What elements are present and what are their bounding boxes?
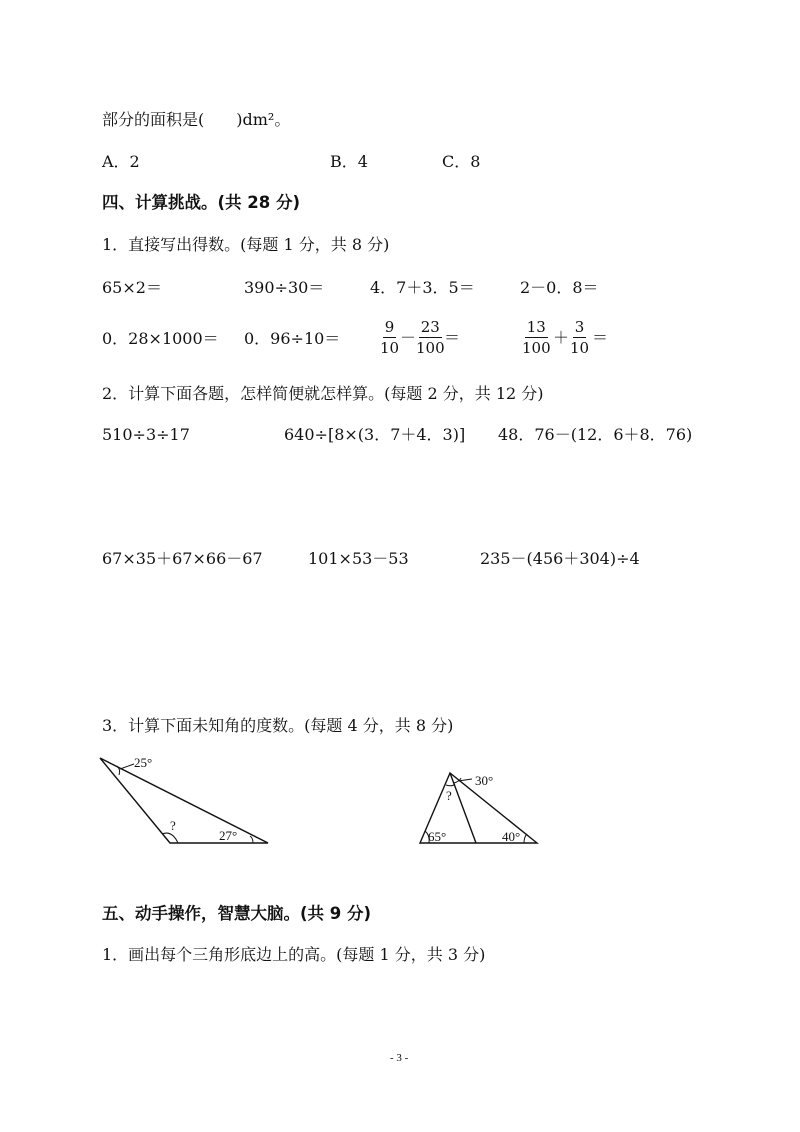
- q2-item-1: 510÷3÷17: [102, 425, 190, 444]
- q2-title: 2．计算下面各题，怎样简便就怎样算。(每题 2 分，共 12 分): [102, 384, 544, 403]
- q3-title: 3．计算下面未知角的度数。(每题 4 分，共 8 分): [102, 716, 454, 735]
- frac2-a-numerator: 13: [526, 318, 546, 336]
- q2-item-6: 235－(456＋304)÷4: [480, 549, 640, 568]
- frac1-a-numerator: 9: [384, 318, 395, 336]
- triangle-1-right-angle: 27°: [219, 828, 238, 843]
- q1-item-4: 2－0．8＝: [520, 278, 599, 297]
- q1-item-6: 0．96÷10＝: [244, 329, 341, 348]
- prev-question-text: 部分的面积是( )dm²。: [102, 110, 291, 129]
- option-b: B．4: [330, 152, 368, 171]
- option-a: A．2: [102, 152, 140, 171]
- section4-title: 四、计算挑战。(共 28 分): [102, 193, 301, 212]
- triangle-1-unknown-arc: [162, 833, 178, 843]
- triangle-2-right-angle: 40°: [502, 829, 521, 844]
- q1-item-1: 65×2＝: [102, 278, 162, 297]
- q1-title: 1．直接写出得数。(每题 1 分，共 8 分): [102, 235, 390, 254]
- frac1-equals: ＝: [444, 328, 461, 347]
- q2-item-2: 640÷[8×(3．7＋4．3)]: [284, 425, 466, 444]
- triangle-1-top-angle: 25°: [134, 755, 153, 770]
- s5-q1-title: 1．画出每个三角形底边上的高。(每题 1 分，共 3 分): [102, 945, 486, 964]
- q2-item-3: 48．76－(12．6＋8．76): [498, 425, 693, 444]
- triangle-2-unknown: ?: [446, 788, 452, 803]
- q1-item-3: 4．7＋3．5＝: [370, 278, 475, 297]
- triangle-2-left-angle: 65°: [428, 829, 447, 844]
- frac2-a-denominator: 100: [522, 339, 551, 357]
- triangle-1-right-arc: [250, 836, 253, 843]
- frac2-a: [520, 318, 553, 357]
- frac1-b-denominator: 100: [416, 339, 445, 357]
- option-c: C．8: [442, 152, 481, 171]
- frac2-b: [568, 318, 591, 357]
- section5-title: 五、动手操作，智慧大脑。(共 9 分): [102, 904, 372, 923]
- triangle-2-top-angle: 30°: [475, 773, 494, 788]
- q2-item-5: 101×53－53: [308, 549, 409, 568]
- frac2-operator: ＋: [553, 328, 570, 347]
- frac2-b-numerator: 3: [574, 318, 585, 336]
- page-number: - 3 -: [390, 1052, 409, 1064]
- triangle-1-unknown: ?: [170, 818, 176, 833]
- triangle-1-shape: [100, 758, 268, 843]
- frac2-equals: ＝: [592, 328, 609, 347]
- q1-item-5: 0．28×1000＝: [102, 329, 219, 348]
- frac1-b-numerator: 23: [420, 318, 440, 336]
- frac1-operator: －: [400, 328, 417, 347]
- frac2-b-denominator: 10: [570, 339, 590, 357]
- frac1-a-denominator: 10: [380, 339, 400, 357]
- triangle-2-diagram: [410, 765, 550, 850]
- q2-item-4: 67×35＋67×66－67: [102, 549, 263, 568]
- frac1-a: [378, 318, 401, 357]
- triangle-1-top-pointer: [120, 764, 134, 769]
- triangle-1-diagram: [90, 750, 280, 850]
- frac1-b: [414, 318, 447, 357]
- q1-item-2: 390÷30＝: [244, 278, 325, 297]
